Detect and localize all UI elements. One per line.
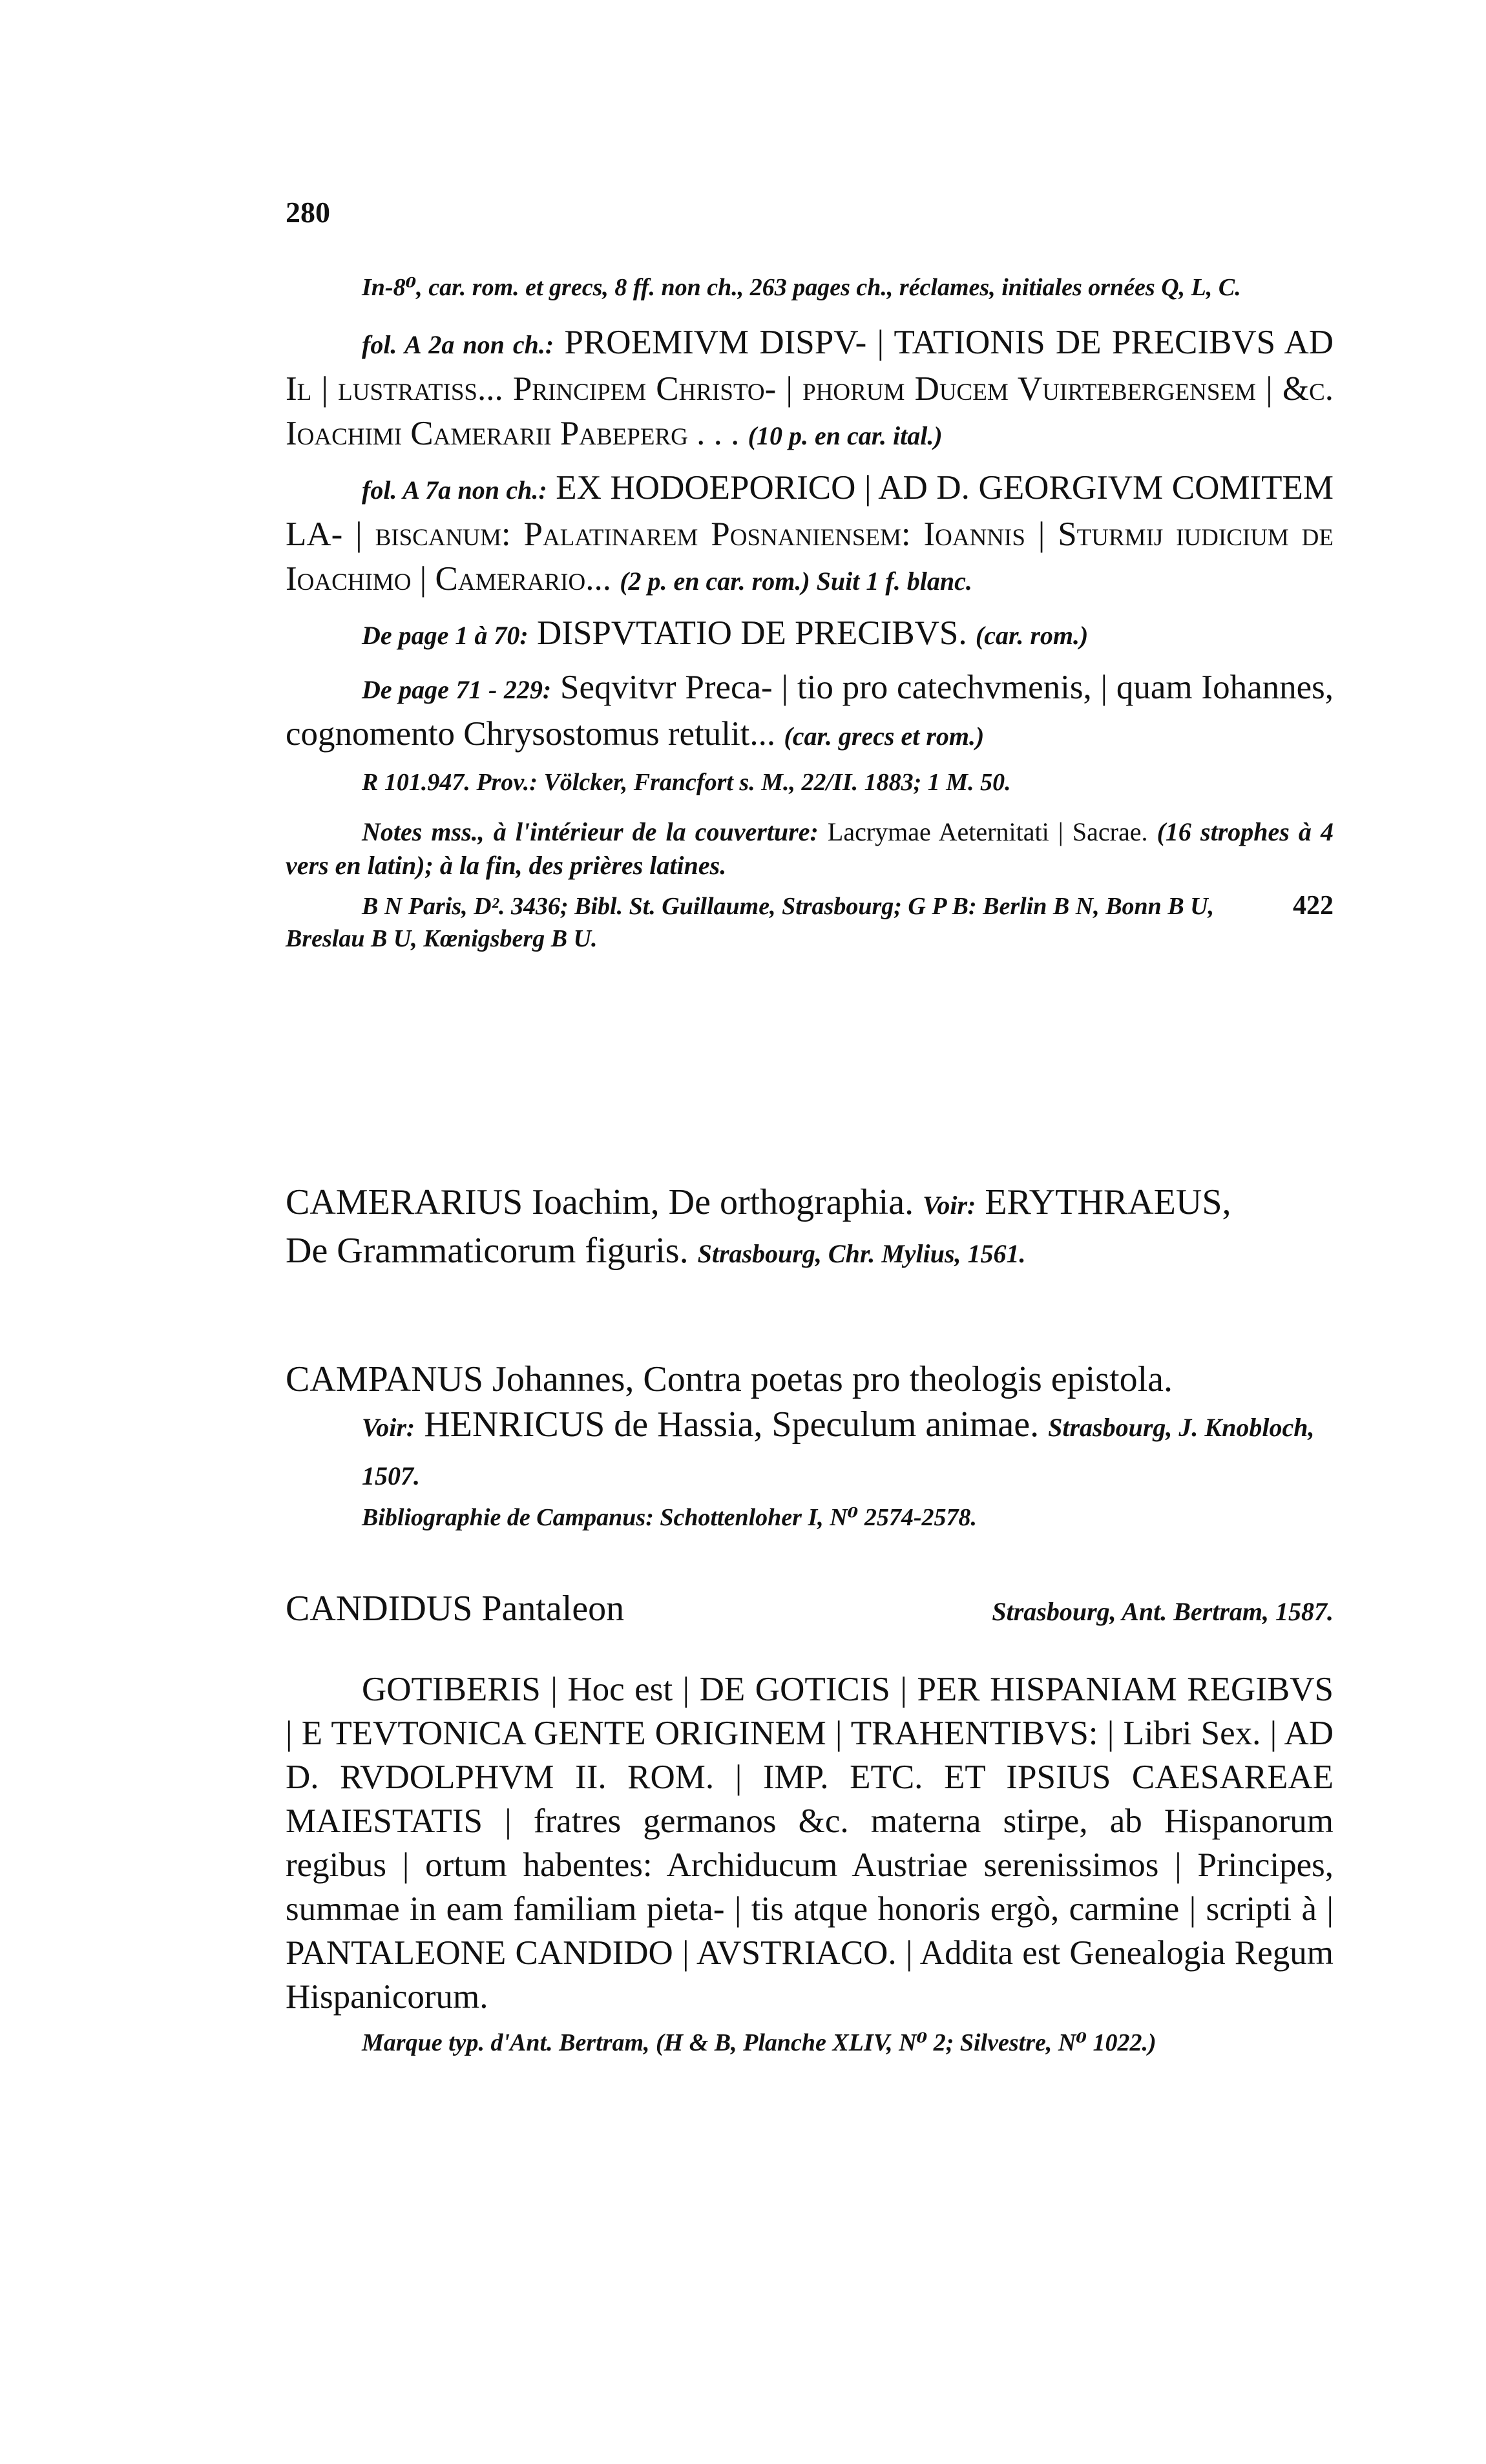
libraries: B N Paris, D². 3436; Bibl. St. Guillaume, Strasbourg; G P B: Berlin B N, Bonn B U, Breslau B U, Kœnigsberg B U. [286,893,1215,952]
fol-a7a-text: EX HODOEPORICO | AD D. GEORGIVM COMITEM LA- | biscanum: Palatinarem Posnaniensem: Ioannis | Sturmij iudicium de Ioachimo | Camerario... [286,469,1334,598]
camerarius-line-1 [286,1180,1334,1228]
fol-a2a-text: PROEMIVM DISPV- | TATIONIS DE PRECIBVS AD Il | lustratiss... Principem Christo- | phorum Ducem Vuirtebergensem | &c. Ioachimi Camerarii Pabeperg . . . [286,324,1334,452]
camerarius-heading: CAMERARIUS Ioachim, De orthographia. [286,1182,914,1222]
campanus-voir: Voir: [362,1413,415,1442]
pages-1-70-text: DISPVTATIO DE PRECIBVS. [536,614,967,652]
campanus-imprint: Strasbourg, J. Knobloch, 1507. [362,1413,1315,1490]
pages-71-229-paragraph [286,665,1334,758]
camerarius-voir: Voir: [923,1191,976,1220]
notes-mss-tail: (16 strophes à 4 vers en latin); à la fin, des prières latines. [286,817,1334,880]
entry-campanus [286,1357,1334,1550]
pages-1-70-ref: De page 1 à 70: [362,621,528,650]
candidus-mark: Marque typ. d'Ant. Bertram, (H & B, Planche XLIV, N⁰ 2; Silvestre, N⁰ 1022.) [362,2029,1156,2056]
notes-mss-text: Lacrymae Aeternitati | Sacrae. [827,817,1148,846]
campanus-heading: CAMPANUS Johannes, Contra poetas pro theologis epistola. [286,1359,1173,1399]
camerarius-imprint: Strasbourg, Chr. Mylius, 1561. [697,1239,1026,1268]
notes-mss-paragraph [286,815,1334,882]
fol-a7a-paragraph [286,466,1334,603]
campanus-voir-line [286,1402,1334,1499]
candidus-imprint: Strasbourg, Ant. Bertram, 1587. [992,1597,1334,1626]
format-description: In-8⁰, car. rom. et grecs, 8 ff. non ch., 263 pages ch., réclames, initiales ornées Q, L, C. [362,274,1241,301]
camerarius-line-2 [286,1228,1334,1277]
catalog-number: 422 [1293,891,1334,921]
campanus-ref-name: HENRICUS [424,1404,605,1445]
pages-71-229-note: (car. grecs et rom.) [784,722,985,751]
provenance: R 101.947. Prov.: Völcker, Francfort s. M., 22/II. 1883; 1 M. 50. [362,769,1011,796]
pages-1-70-paragraph [286,611,1334,658]
notes-mss-lead: Notes mss., à l'intérieur de la couverture: [362,817,819,846]
camerarius-ref-name: ERYTHRAEUS, [985,1182,1231,1222]
candidus-heading: CANDIDUS Pantaleon [286,1589,625,1629]
camerarius-line2: De Grammaticorum figuris. [286,1231,689,1271]
fol-a2a-paragraph [286,320,1334,458]
entry-422 [286,271,1334,955]
campanus-biblio: Bibliographie de Campanus: Schottenloher I, N⁰ 2574-2578. [362,1504,977,1531]
pages-1-70-note: (car. rom.) [975,621,1089,650]
entry-camerarius [286,1180,1334,1277]
pages-71-229-ref: De page 71 - 229: [362,675,552,704]
fol-a2a-ref: fol. A 2a non ch.: [362,330,554,359]
fol-a2a-note: (10 p. en car. ital.) [748,421,943,450]
fol-a7a-note: (2 p. en car. rom.) Suit 1 f. blanc. [620,567,972,596]
candidus-heading-row [286,1586,1334,1631]
fol-a7a-ref: fol. A 7a non ch.: [362,475,547,505]
candidus-title: GOTIBERIS | Hoc est | DE GOTICIS | PER HISPANIAM REGIBVS | E TEVTONICA GENTE ORIGINEM | TRAHENTIBVS: | Libri Sex. | AD D. RVDOLPHVM II. ROM. | IMP. ETC. ET IPSIUS CAESAREAE MAIESTATIS | fratres germanos &c. materna stirpe, ab Hispanorum regibus | ortum habentes: Archiducum Austriae serenissimos | Principes, summae in eam familiam pieta- | tis atque honoris ergò, carmine | scripti à | PANTALEONE CANDIDO | AVSTRIACO. | Addita est Genealogia Regum Hispanicorum. [286,1671,1334,2016]
campanus-ref-text: de Hassia, Speculum animae. [614,1404,1040,1445]
page-number: 280 [286,196,330,229]
libraries-row [286,890,1334,955]
pages-71-229-text: Seqvitvr Preca- | tio pro catechvmenis, | quam Iohannes, cognomento Chrysostomus retulit... [286,669,1334,753]
entry-candidus [286,1586,1334,2076]
